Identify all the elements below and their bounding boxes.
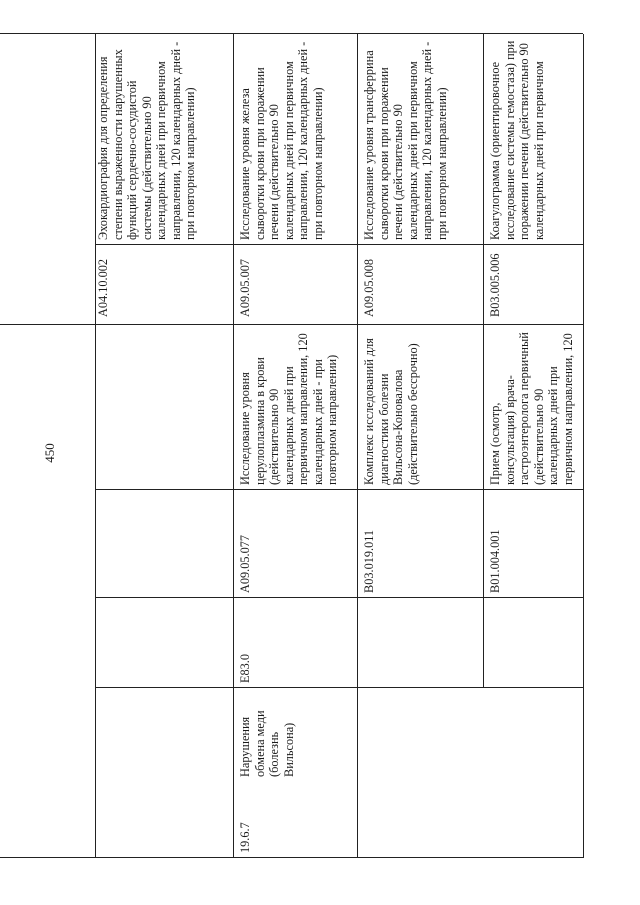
group-name-1: Исследование уровня церулоплазмина в крови (действительно 90 календарных дней при первичном направлении, 120 календарных дней - при повторном направлении) <box>238 333 339 485</box>
service-code-3: B03.005.006 <box>488 253 502 317</box>
service-name-2: Исследование уровня трансферрина сыворотки крови при поражении печени (действительно 90 календарных дней при первичном направлении, 120 календарных дней - при повторном направлении) <box>362 41 449 240</box>
prev-service-name: Эхокардиография для определения степени выраженности нарушенных функций сердечно-сосудистой системы (действительно 90 календарных дней при первичном направлении, 120 календарных дней - при повторном направлении) <box>96 41 197 240</box>
group-name-2: Комплекс исследований для диагностики болезни Вильсона-Коновалова (действительно бессрочно) <box>362 338 420 485</box>
icd-code: E83.0 <box>238 653 252 683</box>
service-name-3: Коагулограмма (ориентировочное исследование системы гемостаза) при поражении печени (действительно 90 календарных дней при первичном <box>488 40 546 240</box>
prev-service-code: A04.10.002 <box>96 258 110 317</box>
service-name-1: Исследование уровня железа сыворотки крови при поражении печени (действительно 90 календарных дней при первичном направлении, 120 календарных дней - при повторном направлении) <box>238 41 325 240</box>
page-number: 450 <box>42 443 57 463</box>
disease-name: Нарушения обмена меди (болезнь Вильсона) <box>238 710 296 777</box>
group-code-1: A09.05.077 <box>238 534 252 593</box>
group-name-3: Прием (осмотр, консультация) врача-гастроэнтеролога первичный (действительно 90 календарных дней при первичном направлении, 120 <box>488 332 575 485</box>
service-code-1: A09.05.007 <box>238 258 252 317</box>
group-code-2: B03.019.011 <box>362 529 376 593</box>
group-code-3: B01.004.001 <box>488 529 502 593</box>
row-number: 19.6.7 <box>238 822 252 853</box>
service-code-2: A09.05.008 <box>362 258 376 317</box>
